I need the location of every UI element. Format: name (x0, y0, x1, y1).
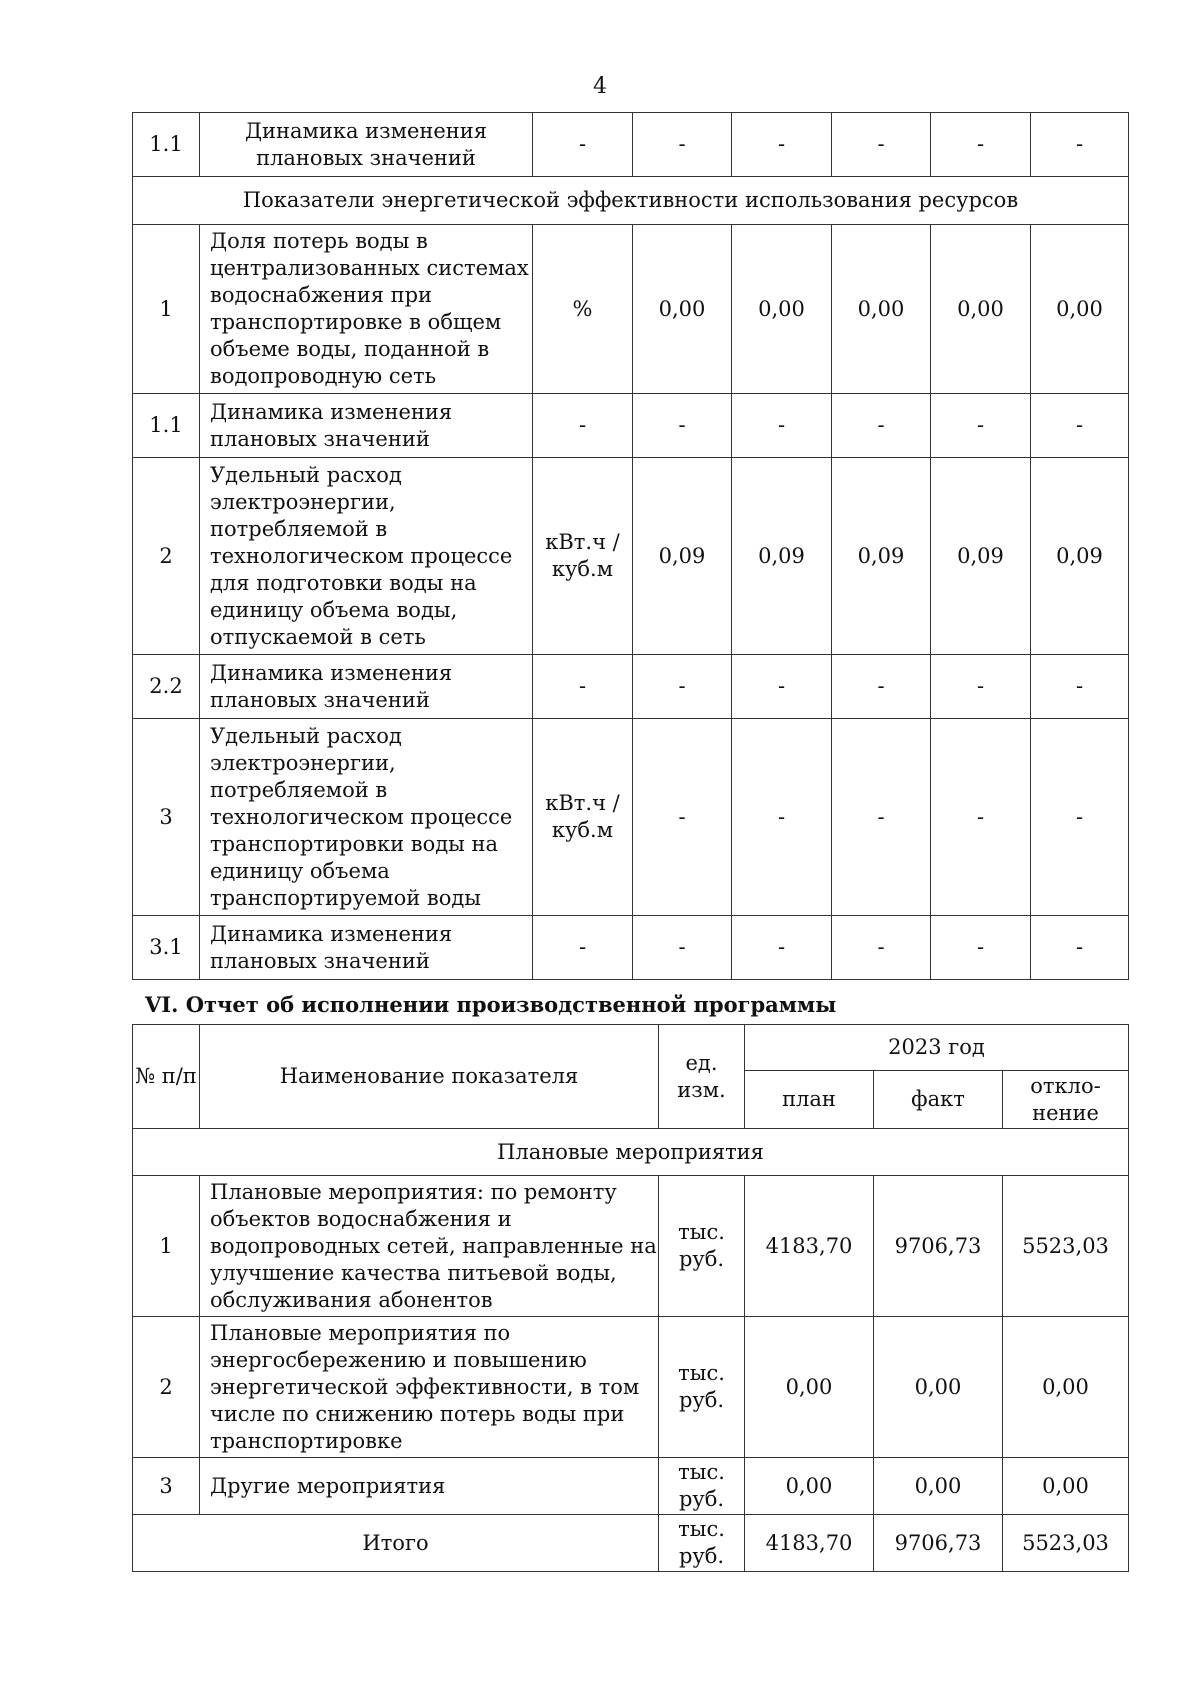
table-row (133, 655, 1129, 719)
value-cell: - (931, 394, 1031, 458)
deviation-value: 5523,03 (1003, 1176, 1129, 1317)
row-number: 1.1 (133, 394, 200, 458)
value-cell: - (832, 394, 931, 458)
value-cell: 0,09 (931, 458, 1031, 655)
indicator-name: Динамика изменения плановых значений (200, 113, 533, 177)
value-cell: - (1031, 113, 1129, 177)
value-cell: - (732, 394, 832, 458)
header-deviation: откло-нение (1003, 1071, 1129, 1129)
value-cell: - (732, 113, 832, 177)
row-number: 1 (133, 1176, 200, 1317)
row-number: 1 (133, 225, 200, 394)
unit-cell: - (533, 113, 633, 177)
unit-cell: тыс. руб. (659, 1458, 745, 1515)
value-cell: - (931, 113, 1031, 177)
value-cell: - (732, 655, 832, 719)
header-name: Наименование показателя (200, 1025, 659, 1129)
unit-cell: % (533, 225, 633, 394)
table-row (133, 1176, 1129, 1317)
measure-name: Плановые мероприятия по энергосбережению и повышению энергетической эффективности, в том числе по снижению потерь воды при транспортировке (200, 1317, 659, 1458)
value-cell: - (1031, 719, 1129, 916)
section-header-row (133, 177, 1129, 225)
value-cell: 0,00 (832, 225, 931, 394)
row-number: 1.1 (133, 113, 200, 177)
fact-value: 0,00 (874, 1317, 1003, 1458)
value-cell: - (633, 916, 732, 980)
header-fact: факт (874, 1071, 1003, 1129)
unit-cell: кВт.ч / куб.м (533, 719, 633, 916)
page-number: 4 (593, 74, 607, 99)
header-plan: план (745, 1071, 874, 1129)
program-report-table (132, 1024, 1129, 1572)
section-title: VI. Отчет об исполнении производственной программы (145, 992, 837, 1017)
unit-cell: кВт.ч / куб.м (533, 458, 633, 655)
header-year: 2023 год (745, 1025, 1129, 1071)
table-row (133, 394, 1129, 458)
value-cell: - (832, 113, 931, 177)
value-cell: - (931, 916, 1031, 980)
fact-value: 9706,73 (874, 1176, 1003, 1317)
table-row (133, 225, 1129, 394)
indicator-name: Удельный расход электроэнергии, потребляемой в технологическом процессе транспортировки воды на единицу объема транспортируемой воды (200, 719, 533, 916)
value-cell: - (633, 719, 732, 916)
row-number: 3.1 (133, 916, 200, 980)
deviation-value: 5523,03 (1003, 1515, 1129, 1572)
value-cell: 0,09 (633, 458, 732, 655)
table-row (133, 1317, 1129, 1458)
section-header: Показатели энергетической эффективности использования ресурсов (133, 177, 1129, 225)
plan-value: 0,00 (745, 1458, 874, 1515)
indicator-name: Динамика изменения плановых значений (200, 916, 533, 980)
value-cell: - (931, 655, 1031, 719)
value-cell: - (633, 655, 732, 719)
table-row (133, 719, 1129, 916)
row-number: 2.2 (133, 655, 200, 719)
unit-cell: - (533, 916, 633, 980)
value-cell: 0,09 (732, 458, 832, 655)
deviation-value: 0,00 (1003, 1317, 1129, 1458)
unit-cell: тыс. руб. (659, 1176, 745, 1317)
measure-name: Другие мероприятия (200, 1458, 659, 1515)
value-cell: 0,00 (732, 225, 832, 394)
value-cell: 0,09 (832, 458, 931, 655)
unit-cell: тыс. руб. (659, 1515, 745, 1572)
row-number: 2 (133, 458, 200, 655)
plan-value: 4183,70 (745, 1176, 874, 1317)
indicator-name: Динамика изменения плановых значений (200, 655, 533, 719)
fact-value: 0,00 (874, 1458, 1003, 1515)
indicator-name: Доля потерь воды в централизованных системах водоснабжения при транспортировке в общем объеме воды, поданной в водопроводную сеть (200, 225, 533, 394)
value-cell: - (732, 719, 832, 916)
measure-name: Плановые мероприятия: по ремонту объектов водоснабжения и водопроводных сетей, направленные на улучшение качества питьевой воды, обслуживания абонентов (200, 1176, 659, 1317)
energy-efficiency-table (132, 112, 1129, 980)
section-header: Плановые мероприятия (133, 1129, 1129, 1176)
value-cell: - (832, 916, 931, 980)
value-cell: - (931, 719, 1031, 916)
value-cell: - (1031, 916, 1129, 980)
value-cell: 0,00 (931, 225, 1031, 394)
value-cell: - (1031, 655, 1129, 719)
total-label: Итого (133, 1515, 659, 1572)
unit-cell: - (533, 655, 633, 719)
value-cell: - (1031, 394, 1129, 458)
indicator-name: Удельный расход электроэнергии, потребляемой в технологическом процессе для подготовки воды на единицу объема воды, отпускаемой в сеть (200, 458, 533, 655)
row-number: 3 (133, 719, 200, 916)
value-cell: - (633, 113, 732, 177)
value-cell: - (732, 916, 832, 980)
header-row (133, 1025, 1129, 1071)
value-cell: - (832, 719, 931, 916)
indicator-name: Динамика изменения плановых значений (200, 394, 533, 458)
table-row (133, 1458, 1129, 1515)
value-cell: 0,09 (1031, 458, 1129, 655)
total-row (133, 1515, 1129, 1572)
plan-value: 4183,70 (745, 1515, 874, 1572)
value-cell: - (633, 394, 732, 458)
table-row (133, 916, 1129, 980)
header-num: № п/п (133, 1025, 200, 1129)
value-cell: 0,00 (1031, 225, 1129, 394)
deviation-value: 0,00 (1003, 1458, 1129, 1515)
section-header-row (133, 1129, 1129, 1176)
header-unit: ед. изм. (659, 1025, 745, 1129)
plan-value: 0,00 (745, 1317, 874, 1458)
row-number: 3 (133, 1458, 200, 1515)
table-row (133, 113, 1129, 177)
value-cell: 0,00 (633, 225, 732, 394)
row-number: 2 (133, 1317, 200, 1458)
unit-cell: тыс. руб. (659, 1317, 745, 1458)
value-cell: - (832, 655, 931, 719)
table-row (133, 458, 1129, 655)
unit-cell: - (533, 394, 633, 458)
fact-value: 9706,73 (874, 1515, 1003, 1572)
